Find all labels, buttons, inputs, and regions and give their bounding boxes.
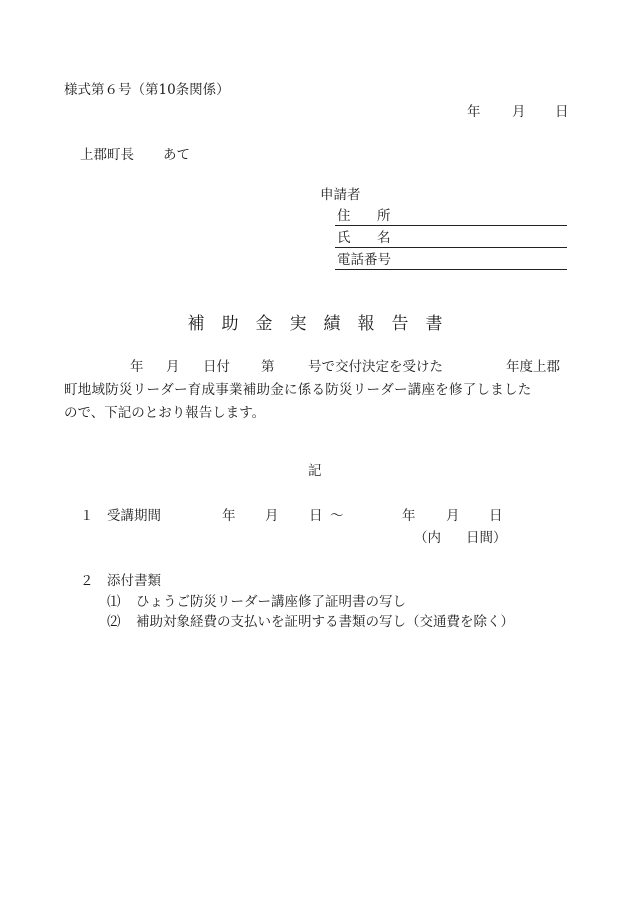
item1-from-day: 日 xyxy=(309,508,323,524)
phone-label: 電話番号 xyxy=(337,252,391,268)
body-month: 月 xyxy=(166,359,180,375)
addressee-name: 上郡町長 xyxy=(80,147,134,163)
body-day: 日付 xyxy=(203,359,230,375)
ki-heading: 記 xyxy=(308,463,322,479)
item1-tilde: ～ xyxy=(330,508,344,524)
body-dai: 第 xyxy=(261,359,275,375)
item1-duration-open: （内 xyxy=(414,530,441,546)
body-paragraph xyxy=(64,356,570,425)
name-label-1: 氏 xyxy=(337,230,351,246)
address-field xyxy=(335,207,567,226)
attachment-1-text: ひょうご防災リーダー講座修了証明書の写し xyxy=(136,594,406,610)
body-year: 年 xyxy=(130,359,144,375)
body-line-3: ので、下記のとおり報告します。 xyxy=(64,405,266,421)
body-line-1 xyxy=(64,356,570,379)
document-title: 補 助 金 実 績 報 告 書 xyxy=(187,314,443,334)
attachment-2-number: ⑵ xyxy=(107,614,121,630)
body-fiscal-year: 年度上郡 xyxy=(506,359,560,375)
item1-number: １ xyxy=(80,508,94,524)
date-day: 日 xyxy=(555,104,569,120)
item1-from-year: 年 xyxy=(222,508,236,524)
item2-label: 添付書類 xyxy=(107,573,161,589)
item1-to-day: 日 xyxy=(489,508,503,524)
item1-to-month: 月 xyxy=(446,508,460,524)
item1-duration-close: 日間） xyxy=(466,530,507,546)
item1-from-month: 月 xyxy=(265,508,279,524)
date-month: 月 xyxy=(512,104,526,120)
attachment-1-number: ⑴ xyxy=(107,594,121,610)
name-label-2: 名 xyxy=(377,230,391,246)
item2-number: ２ xyxy=(80,573,94,589)
attachment-2-text: 補助対象経費の支払いを証明する書類の写し（交通費を除く） xyxy=(136,614,514,630)
body-line-2: 町地域防災リーダー育成事業補助金に係る防災リーダー講座を修了しました xyxy=(64,382,532,398)
item1-to-year: 年 xyxy=(402,508,416,524)
address-label-1: 住 xyxy=(337,208,351,224)
phone-field xyxy=(335,251,567,270)
body-decision: 号で交付決定を受けた xyxy=(308,359,443,375)
applicant-heading: 申請者 xyxy=(320,187,361,203)
address-label-2: 所 xyxy=(377,208,391,224)
addressee-ate: あて xyxy=(163,147,190,163)
date-year: 年 xyxy=(467,104,481,120)
name-field xyxy=(335,229,567,248)
form-number: 様式第６号（第10条関係） xyxy=(64,82,230,98)
item1-label: 受講期間 xyxy=(107,508,161,524)
